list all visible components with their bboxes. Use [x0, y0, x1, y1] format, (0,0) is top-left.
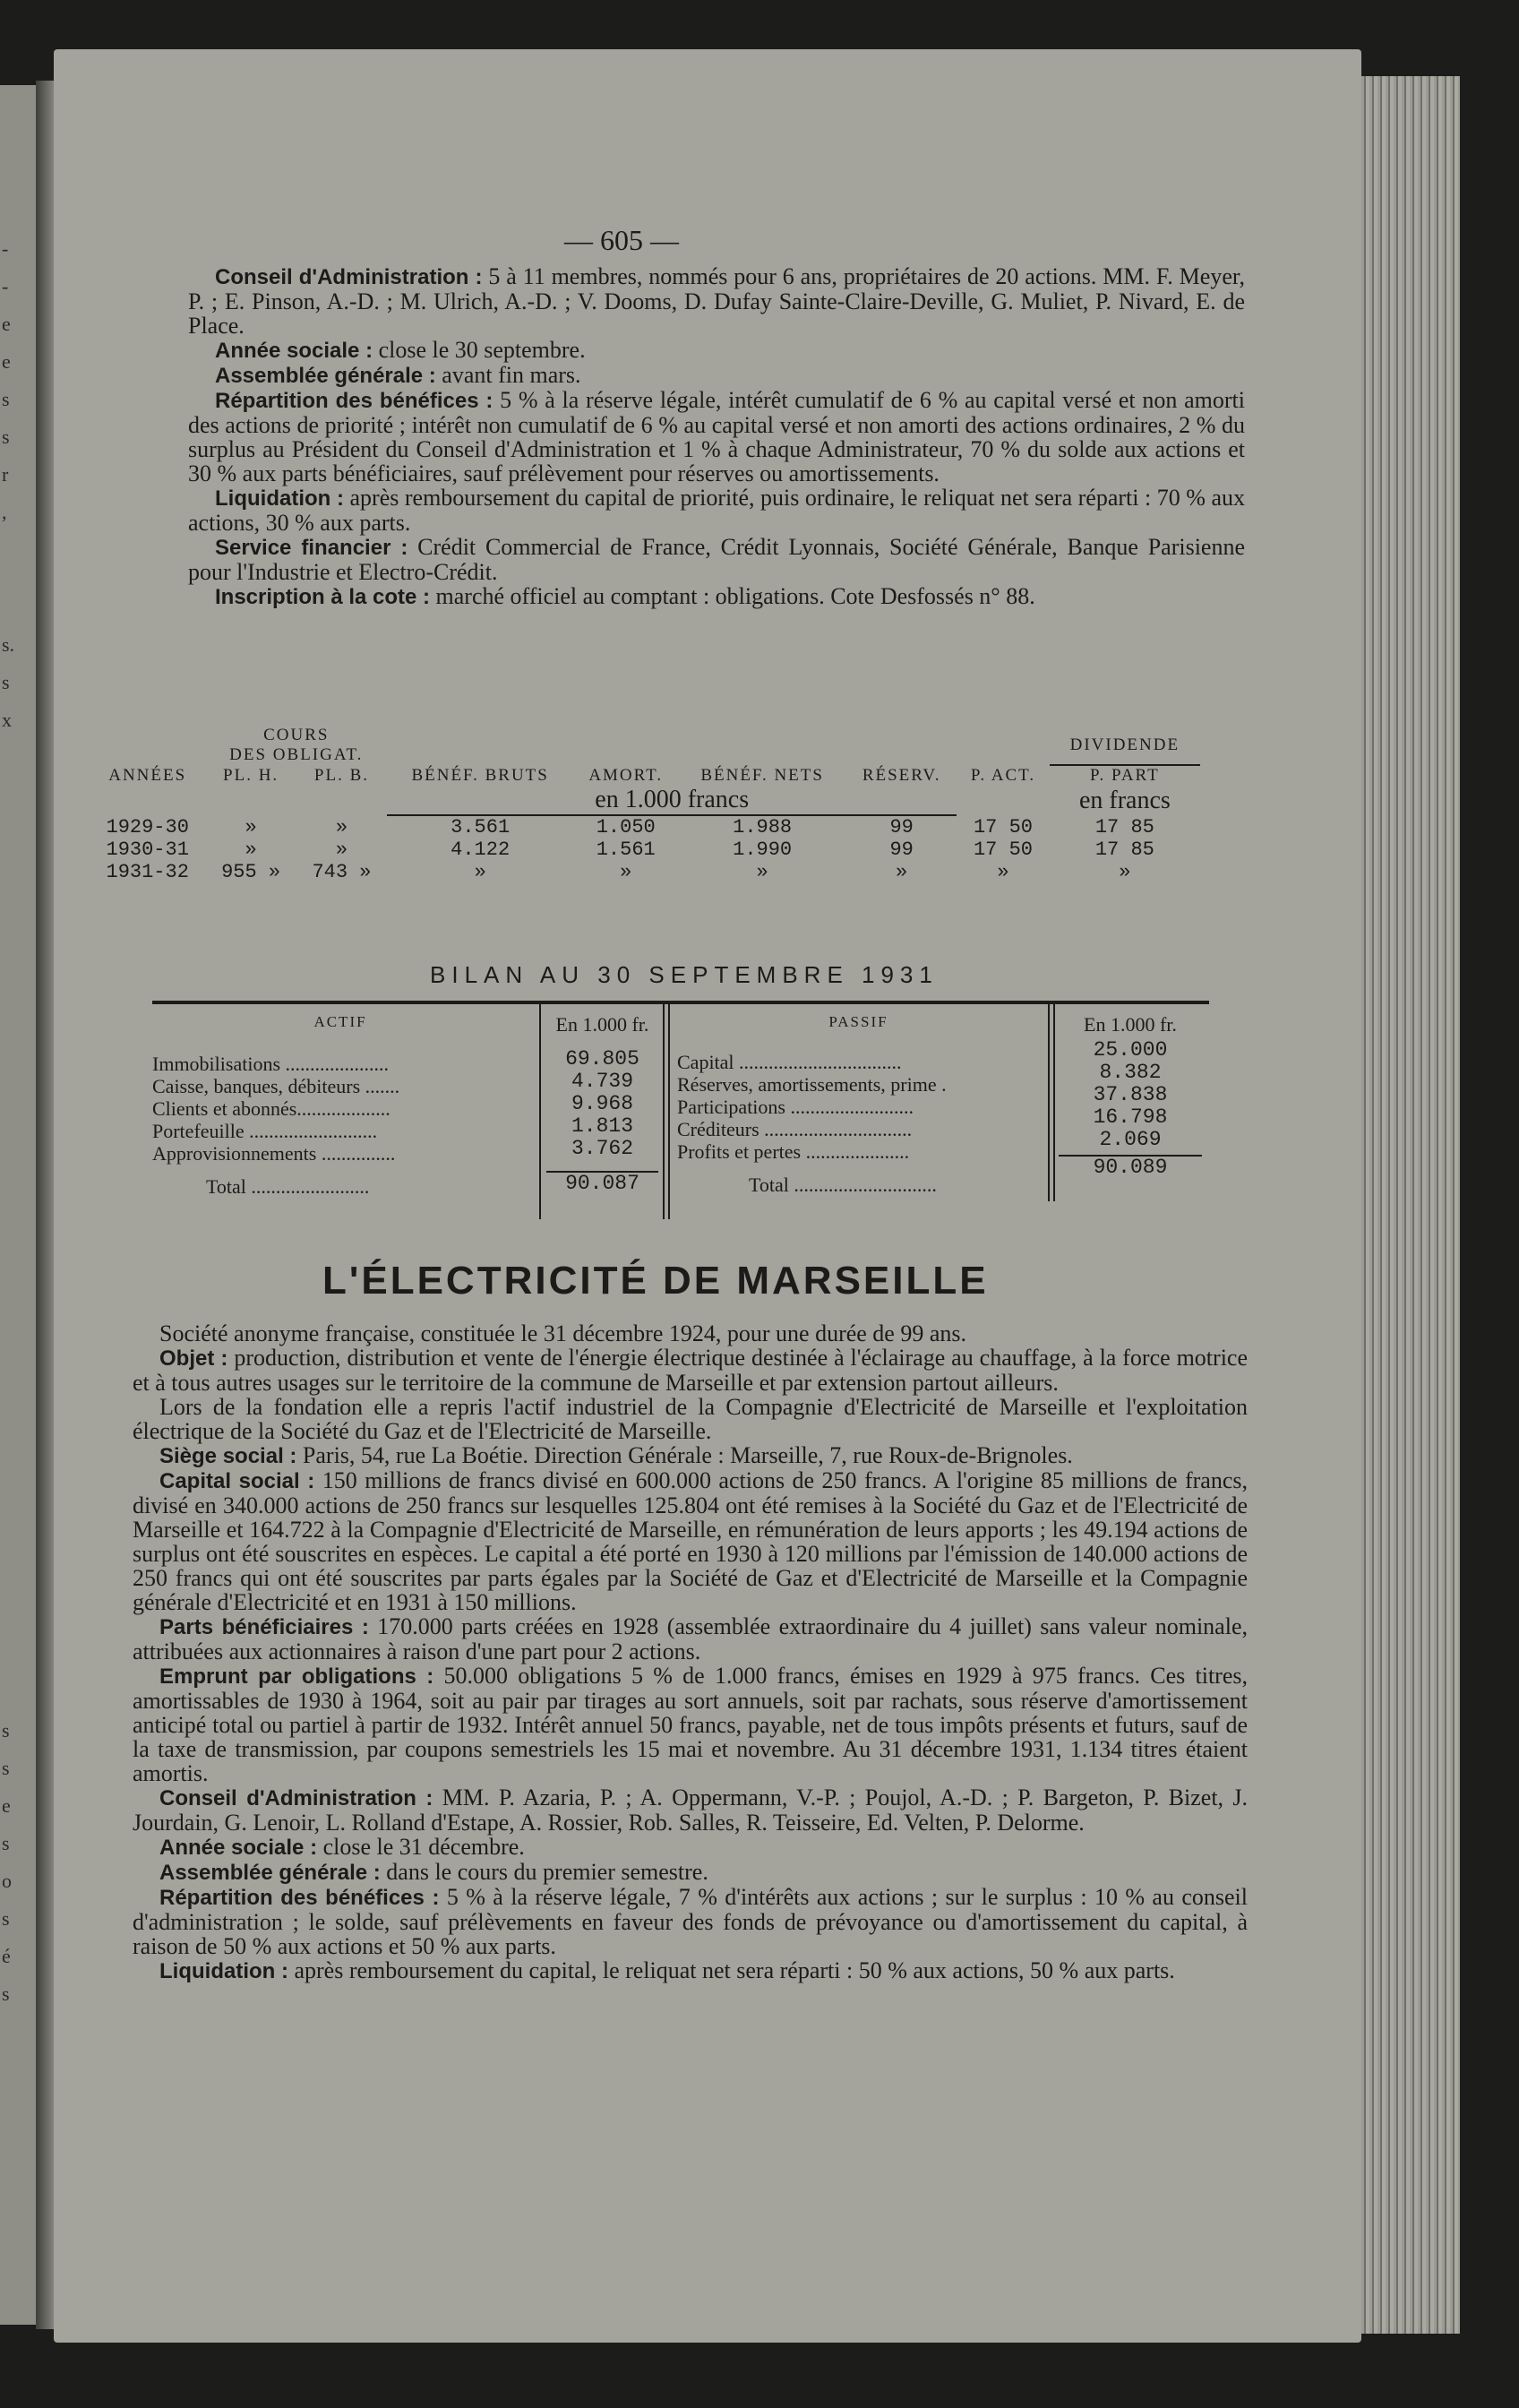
actif-item-value: 3.762 [571, 1137, 633, 1160]
table-cell: » [997, 861, 1009, 883]
table-cell: » [245, 838, 257, 861]
passif-item-label: Capital ................................. [677, 1051, 902, 1073]
table-cell: » [756, 861, 768, 883]
paragraph-label: Année sociale : [159, 1836, 318, 1860]
paragraph-text: après remboursement du capital de priorité, puis ordinaire, le reliquat net sera réparti : 70 % aux actions, 30 % aux parts. [188, 485, 1245, 536]
paragraph-text: close le 31 décembre. [317, 1834, 525, 1860]
table-cell: 1929-30 [106, 815, 189, 838]
paragraph [188, 535, 1245, 584]
second-company-section [133, 1321, 1248, 1983]
paragraph-text: 5 % à la réserve légale, 7 % d'intérêts aux actions ; sur le surplus : 10 % au conseil d'administration ; le solde, sauf prélèvements en faveur des fonds de prévoyance ou d'amortissement du capital, à raison de 50 % aux actions et 50 % aux parts. [133, 1884, 1248, 1959]
paragraph [133, 1614, 1248, 1664]
paragraph-text: Crédit Commercial de France, Crédit Lyonnais, Société Générale, Banque Parisienne pour l'Industrie et Electro-Crédit. [188, 534, 1245, 585]
table-cell: 1.988 [733, 816, 793, 838]
table-cell: 955 » [221, 861, 281, 883]
column-header: BÉNÉF. NETS [700, 765, 824, 785]
paragraph [188, 486, 1245, 535]
paragraph-label: Service financier : [215, 536, 408, 560]
paragraph-label: Liquidation : [215, 486, 344, 511]
paragraph [188, 264, 1245, 338]
passif-item-label: Profits et pertes ..................... [677, 1140, 910, 1163]
paragraph-label: Assemblée générale : [159, 1861, 381, 1885]
table-cell: 99 [889, 838, 914, 861]
margin-letter: s [2, 1757, 10, 1779]
margin-letter: s [2, 671, 10, 693]
margin-letter: s [2, 1907, 10, 1930]
paragraph [133, 1785, 1248, 1835]
passif-item-label: Réserves, amortissements, prime . [677, 1073, 947, 1096]
table-cell: 743 » [312, 861, 372, 883]
margin-letter: - [2, 275, 9, 297]
passif-item-value: 2.069 [1099, 1128, 1162, 1151]
table-cell: 1931-32 [106, 861, 189, 883]
paragraph-text: close le 30 septembre. [373, 337, 586, 363]
company-intro: Société anonyme française, constituée le 31 décembre 1924, pour une durée de 99 ans. [159, 1320, 966, 1346]
paragraph-label: Répartition des bénéfices : [159, 1886, 440, 1910]
paragraph [188, 584, 1245, 609]
paragraph-label: Emprunt par obligations : [159, 1664, 434, 1689]
paragraph-text: Paris, 54, rue La Boétie. Direction Générale : Marseille, 7, rue Roux-de-Brignoles. [296, 1442, 1073, 1468]
actif-item-label: Clients et abonnés................... [152, 1097, 390, 1120]
margin-letter: s [2, 1719, 10, 1742]
passif-item-value: 8.382 [1099, 1061, 1162, 1084]
paragraph [133, 1346, 1248, 1395]
margin-letter: e [2, 350, 11, 373]
margin-letter: , [2, 501, 7, 523]
paragraph [188, 388, 1245, 486]
table-cell: 17 85 [1094, 838, 1154, 861]
paragraph-label: Conseil d'Administration : [215, 265, 483, 289]
paragraph-text: avant fin mars. [435, 362, 581, 388]
column-header: PL. B. [313, 765, 370, 785]
column-header: RÉSERV. [862, 765, 941, 785]
table-cell: 4.122 [451, 838, 511, 861]
actif-item-label: Immobilisations ..................... [152, 1053, 389, 1075]
paragraph-label: Conseil d'Administration : [159, 1786, 433, 1810]
actif-unit-header: En 1.000 fr. [555, 1013, 649, 1036]
table-cell: » [896, 861, 908, 883]
margin-letter: r [2, 463, 9, 486]
margin-letter: s. [2, 633, 15, 656]
table-cell: » [1119, 861, 1131, 883]
table-row [90, 838, 1200, 861]
passif-item-label: Créditeurs .............................. [677, 1118, 913, 1140]
paragraph [133, 1395, 1248, 1443]
paragraph [133, 1885, 1248, 1958]
paragraph [133, 1835, 1248, 1860]
paragraph-text: 5 % à la réserve légale, intérêt cumulatif de 6 % au capital versé et non amorti des actions de priorité ; intérêt non cumulatif de 6 % au capital versé et non amorti des actions ordinaires, 2 % du surplus au Président du Conseil d'Administration et 1 % à chaque Administrateur, 70 % du solde aux actions et 30 % aux parts bénéficiaires, sauf prélèvement pour réserves ou amortissements. [188, 387, 1245, 486]
column-header: PL. H. [223, 765, 279, 785]
margin-letter: s [2, 1982, 10, 2005]
table-cell: » [335, 838, 348, 861]
actif-item-label: Approvisionnements ............... [152, 1142, 396, 1165]
actif-item-value: 9.968 [571, 1092, 633, 1115]
results-table [90, 726, 1200, 883]
paragraph [133, 1860, 1248, 1885]
actif-total-value: 90.087 [546, 1171, 658, 1195]
paragraph-text: Lors de la fondation elle a repris l'actif industriel de la Compagnie d'Electricité de Marseille et l'exploitation électrique de la Société du Gaz et de l'Electricité de Marseille. [133, 1394, 1248, 1444]
paragraph [133, 1958, 1248, 1983]
column-header: AMORT. [588, 765, 664, 785]
actif-item-label: Portefeuille .......................... [152, 1120, 378, 1142]
actif-item-value: 69.805 [565, 1047, 639, 1071]
margin-letter: s [2, 1832, 10, 1854]
table-row [90, 815, 1200, 838]
paragraph-text: MM. P. Azaria, P. ; A. Oppermann, V.-P. ; Poujol, A.-D. ; P. Bargeton, P. Bizet, J. Jourdain, G. Lenoir, L. Rolland d'Estape, A. Rossier, Rob. Salles, R. Teisseire, Ed. Velten, P. Delorme. [133, 1784, 1249, 1836]
left-margin-letters [2, 224, 16, 2007]
paragraph-label: Inscription à la cote : [215, 585, 431, 609]
paragraph-text: 5 à 11 membres, nommés pour 6 ans, propriétaires de 20 actions. MM. F. Meyer, P. ; E. Pinson, A.-D. ; M. Ulrich, A.-D. ; V. Dooms, D. Dufay Sainte-Claire-Deville, G. Muliet, P. Nivard, E. de Place. [188, 263, 1245, 339]
actif-header: ACTIF [313, 1013, 367, 1030]
actif-item-label: Caisse, banques, débiteurs ....... [152, 1075, 400, 1097]
table-cell: 1.990 [733, 838, 793, 861]
margin-letter: e [2, 313, 11, 335]
table-cell: 1.561 [596, 838, 656, 861]
passif-item-value: 16.798 [1093, 1105, 1168, 1129]
cours-header: COURS DES OBLIGAT. [229, 726, 364, 764]
column-header: P. PART [1090, 766, 1160, 785]
margin-letter: é [2, 1945, 11, 1967]
margin-letter: x [2, 709, 12, 731]
passif-item-value: 37.838 [1093, 1083, 1168, 1106]
table-cell: 17 85 [1094, 815, 1154, 838]
actif-item-value: 1.813 [571, 1114, 633, 1138]
paragraph-label: Objet : [159, 1346, 228, 1371]
table-cell: 1930-31 [106, 838, 189, 861]
passif-header: PASSIF [828, 1013, 888, 1030]
dividende-header: DIVIDENDE [1050, 726, 1200, 765]
paragraph [188, 363, 1245, 388]
table-cell: 99 [889, 816, 914, 838]
paragraph-text: dans le cours du premier semestre. [380, 1859, 708, 1885]
paragraph [133, 1443, 1248, 1468]
paragraph-label: Siège social : [159, 1444, 297, 1468]
paragraph-label: Année sociale : [215, 339, 373, 363]
paragraph-label: Liquidation : [159, 1959, 288, 1983]
paragraph-text: 50.000 obligations 5 % de 1.000 francs, émises en 1929 à 975 francs. Ces titres, amortissables de 1930 à 1964, soit au pair par tirages au sort annuels, soit par rachats, sous réserve d'amortissement anticipé total ou partiel à partir de 1932. Intérêt annuel 50 francs, payable, net de tous impôts présents et futurs, sauf de la taxe de transmission, par coupons semestriels les 15 mai et novembre. Au 31 décembre 1931, 1.134 titres étaient amortis. [133, 1663, 1248, 1786]
actif-total-label: Total ........................ [206, 1175, 370, 1198]
balance-sheet [152, 1001, 1209, 1228]
paragraph-text: après remboursement du capital, le reliquat net sera réparti : 50 % aux actions, 50 % aux parts. [287, 1957, 1175, 1983]
paragraph-label: Assemblée générale : [215, 364, 436, 388]
balance-title: BILAN AU 30 SEPTEMBRE 1931 [430, 961, 939, 988]
margin-letter: o [2, 1870, 12, 1892]
paragraph-label: Capital social : [159, 1469, 315, 1493]
paragraph-text: 170.000 parts créées en 1928 (assemblée extraordinaire du 4 juillet) sans valeur nominale, attribuées aux actionnaires à raison d'une part pour 2 actions. [133, 1613, 1248, 1664]
passif-total-value: 90.089 [1059, 1155, 1202, 1179]
column-header: P. ACT. [970, 765, 1036, 785]
margin-letter: e [2, 1794, 11, 1817]
company-title: L'ÉLECTRICITÉ DE MARSEILLE [322, 1259, 989, 1303]
passif-item-label: Participations ......................... [677, 1096, 914, 1118]
paragraph-text: marché officiel au comptant : obligations. Cote Desfossés n° 88. [430, 583, 1035, 609]
table-cell: 3.561 [451, 816, 511, 838]
table-cell: 1.050 [596, 816, 656, 838]
page-number: — 605 — [564, 224, 679, 256]
table-cell: 17 50 [973, 838, 1033, 861]
unit-right: en francs [1078, 786, 1171, 814]
column-header: BÉNÉF. BRUTS [411, 765, 549, 785]
margin-letter: s [2, 388, 10, 410]
paragraph [133, 1664, 1248, 1785]
table-cell: » [335, 815, 348, 838]
margin-letter: s [2, 426, 10, 448]
paragraph-text: 150 millions de francs divisé en 600.000 actions de 250 francs. A l'origine 85 millions de francs, divisé en 340.000 actions de 250 francs sur lesquelles 125.804 ont été remises à la Société du Gaz et de l'Electricité de Marseille et 164.722 à la Compagnie d'Electricité de Marseille, en rémunération de leurs apports ; les 49.194 actions de surplus ont été souscrites en espèces. Le capital a été porté en 1930 à 120 millions par l'émission de 140.000 actions de 250 francs qui ont été souscrites par parts égales par la Société de Gaz et d'Electricité de Marseille et la Compagnie générale d'Electricité et en 1931 à 150 millions. [133, 1467, 1249, 1615]
margin-letter: - [2, 237, 9, 260]
table-cell: 17 50 [973, 815, 1033, 838]
page-edges [1361, 76, 1460, 2334]
paragraph [188, 338, 1245, 363]
table-row [90, 861, 1200, 883]
paragraph-text: production, distribution et vente de l'énergie électrique destinée à l'éclairage au chauffage, à la force motrice et à tous autres usages sur le territoire de la commune de Marseille et par extension partout ailleurs. [133, 1345, 1248, 1396]
paragraph-label: Répartition des bénéfices : [215, 389, 493, 413]
passif-total-label: Total ............................. [749, 1174, 937, 1196]
paragraph [133, 1468, 1248, 1614]
passif-item-value: 25.000 [1093, 1038, 1168, 1062]
paragraph-label: Parts bénéficiaires : [159, 1615, 369, 1639]
actif-item-value: 4.739 [571, 1070, 633, 1093]
table-cell: » [620, 861, 632, 883]
column-header: ANNÉES [108, 765, 187, 785]
table-cell: » [245, 815, 257, 838]
table-cell: » [474, 861, 486, 883]
passif-unit-header: En 1.000 fr. [1084, 1013, 1177, 1036]
book-page [54, 49, 1361, 2343]
unit-left: en 1.000 francs [387, 786, 957, 815]
first-company-section [188, 264, 1245, 609]
